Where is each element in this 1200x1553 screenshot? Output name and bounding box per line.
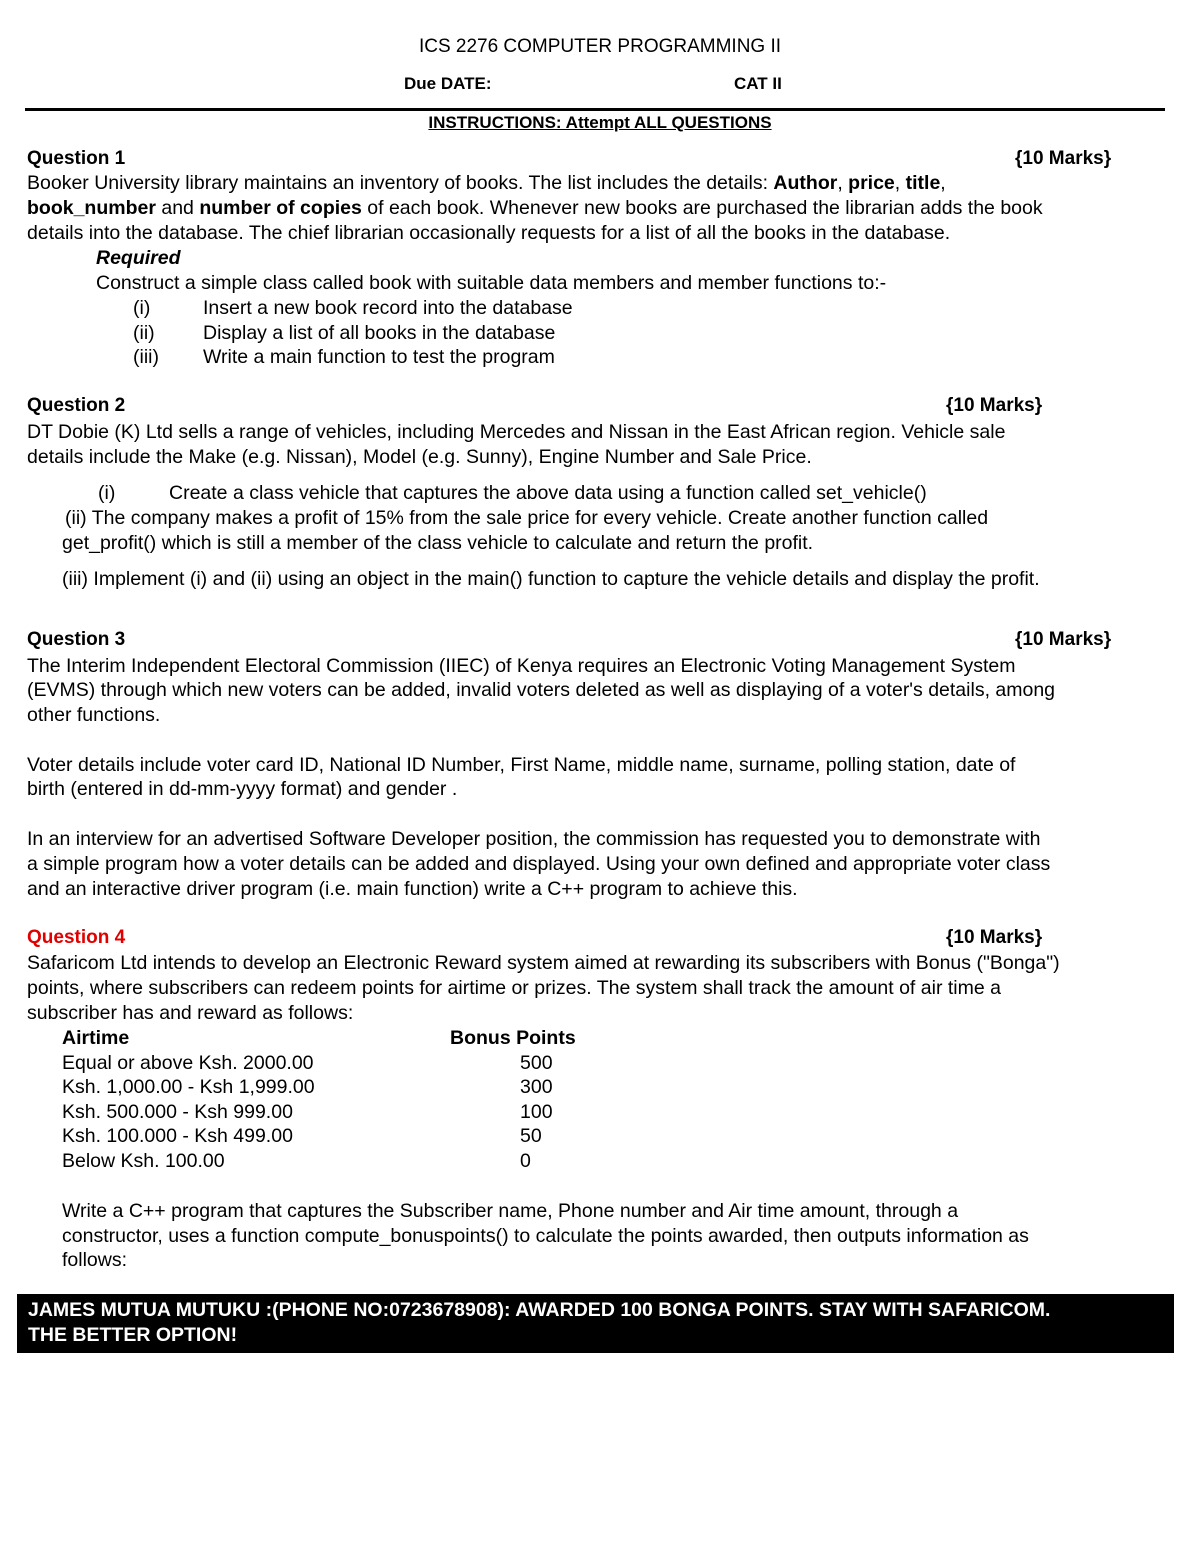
header-divider	[25, 108, 1165, 111]
table-cell-airtime: Equal or above Ksh. 2000.00	[62, 1052, 314, 1074]
question-3-line: Voter details include voter card ID, National ID Number, First Name, middle name, surname, polling station, date of	[27, 754, 1016, 776]
table-cell-points: 0	[520, 1150, 531, 1172]
q1-item-num: (i)	[133, 297, 151, 319]
question-3-line: birth (entered in dd-mm-yyyy format) and gender .	[27, 778, 458, 800]
question-4-line: subscriber has and reward as follows:	[27, 1002, 354, 1024]
question-3-marks: {10 Marks}	[1015, 629, 1112, 650]
question-3-line: In an interview for an advertised Software Developer position, the commission has requested you to demonstrate with	[27, 828, 1041, 850]
question-3-line: The Interim Independent Electoral Commission (IIEC) of Kenya requires an Electronic Voting Management System	[27, 655, 1016, 677]
question-4-line: constructor, uses a function compute_bonuspoints() to calculate the points awarded, then outputs information as	[62, 1225, 1029, 1247]
table-cell-airtime: Ksh. 100.000 - Ksh 499.00	[62, 1125, 293, 1147]
cat-label: CAT II	[734, 74, 782, 93]
table-cell-points: 300	[520, 1076, 553, 1098]
banner-line: THE BETTER OPTION!	[28, 1324, 238, 1346]
table-cell-points: 100	[520, 1101, 553, 1123]
table-cell-airtime: Ksh. 1,000.00 - Ksh 1,999.00	[62, 1076, 315, 1098]
question-4-line: Write a C++ program that captures the Subscriber name, Phone number and Air time amount, through a	[62, 1200, 959, 1222]
q2-item-text: (iii) Implement (i) and (ii) using an object in the main() function to capture the vehicle details and display the profit.	[62, 568, 1040, 590]
question-4-line: points, where subscribers can redeem points for airtime or prizes. The system shall track the amount of air time a	[27, 977, 1001, 999]
question-2-line: details include the Make (e.g. Nissan), Model (e.g. Sunny), Engine Number and Sale Price.	[27, 446, 812, 468]
table-header-points: Bonus Points	[450, 1027, 576, 1049]
q1-item-text: Write a main function to test the program	[203, 346, 555, 368]
question-2-marks: {10 Marks}	[946, 395, 1043, 416]
question-1-marks: {10 Marks}	[1015, 148, 1112, 169]
question-3-heading: Question 3	[27, 629, 126, 650]
table-cell-airtime: Below Ksh. 100.00	[62, 1150, 225, 1172]
table-cell-points: 500	[520, 1052, 553, 1074]
question-4-line: Safaricom Ltd intends to develop an Electronic Reward system aimed at rewarding its subscribers with Bonus ("Bonga")	[27, 952, 1060, 974]
question-4-marks: {10 Marks}	[946, 927, 1043, 948]
table-cell-points: 50	[520, 1125, 542, 1147]
q1-item-num: (ii)	[133, 322, 155, 344]
question-1-heading: Question 1	[27, 148, 126, 169]
question-3-line: (EVMS) through which new voters can be added, invalid voters deleted as well as displaying of a voter's details, among	[27, 679, 1056, 701]
question-4-heading: Question 4	[27, 927, 126, 948]
banner-line: JAMES MUTUA MUTUKU :(PHONE NO:0723678908): AWARDED 100 BONGA POINTS. STAY WITH SAFARICOM.	[28, 1299, 1051, 1321]
question-3-line: other functions.	[27, 704, 161, 726]
q2-item-num: (i)	[98, 482, 116, 504]
question-3-line: and an interactive driver program (i.e. main function) write a C++ program to achieve this.	[27, 878, 798, 900]
sample-output-banner	[17, 1294, 1174, 1353]
question-1-construct: Construct a simple class called book with suitable data members and member functions to:-	[96, 272, 887, 294]
question-4-line: follows:	[62, 1249, 128, 1271]
question-3-line: a simple program how a voter details can be added and displayed. Using your own defined and appropriate voter class	[27, 853, 1051, 875]
table-cell-airtime: Ksh. 500.000 - Ksh 999.00	[62, 1101, 293, 1123]
table-header-airtime: Airtime	[62, 1027, 130, 1049]
q2-item-text: Create a class vehicle that captures the above data using a function called set_vehicle()	[169, 482, 927, 504]
question-1-intro: Booker University library maintains an inventory of books. The list includes the details: Author, price, title, book_number and number of copies of each book. Whenever new books are purchased the librarian adds the book details into the database. The chief librarian occasionally requests for a list of all the books in the database.	[27, 172, 1043, 244]
question-2-line: DT Dobie (K) Ltd sells a range of vehicles, including Mercedes and Nissan in the East African region. Vehicle sale	[27, 421, 1006, 443]
q1-item-num: (iii)	[133, 346, 159, 368]
instructions: INSTRUCTIONS: Attempt ALL QUESTIONS	[428, 113, 772, 132]
question-2-heading: Question 2	[27, 395, 126, 416]
q2-item-text: (ii) The company makes a profit of 15% from the sale price for every vehicle. Create another function called	[65, 507, 989, 529]
required-label: Required	[96, 247, 181, 269]
q2-item-text: get_profit() which is still a member of the class vehicle to calculate and return the profit.	[62, 532, 814, 554]
document-title: ICS 2276 COMPUTER PROGRAMMING II	[418, 36, 782, 57]
due-date-label: Due DATE:	[404, 74, 492, 93]
q1-item-text: Display a list of all books in the database	[203, 322, 556, 344]
q1-item-text: Insert a new book record into the database	[203, 297, 573, 319]
